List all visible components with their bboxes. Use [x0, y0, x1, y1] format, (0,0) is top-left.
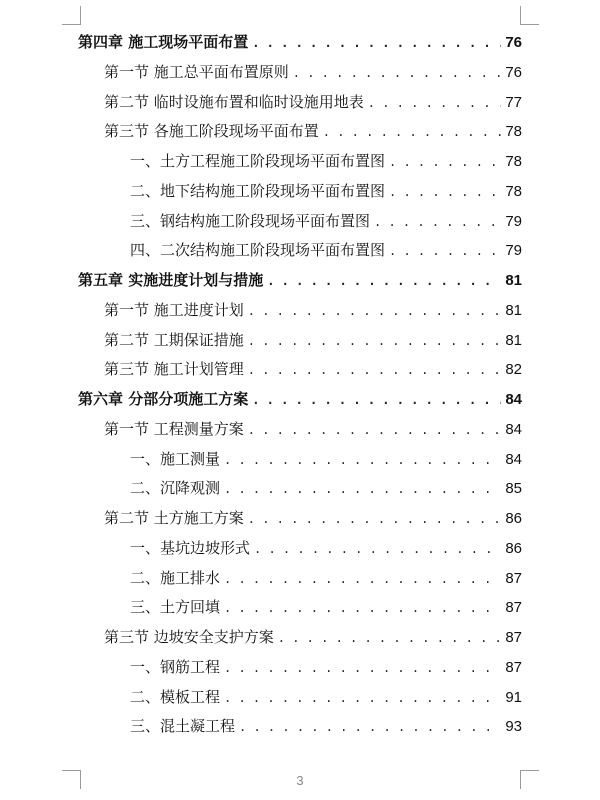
toc-dot-leader — [374, 208, 501, 238]
toc-dot-leader — [389, 148, 501, 178]
toc-entry-title: 第二节 土方施工方案 — [104, 509, 244, 527]
toc-section-entry[interactable] — [78, 117, 522, 147]
toc-dot-leader — [278, 624, 502, 654]
toc-entry-title: 第一节 施工进度计划 — [104, 300, 244, 319]
toc-dot-leader — [254, 535, 501, 565]
toc-entry-title: 三、钢结构施工阶段现场平面布置图 — [130, 211, 371, 230]
toc-entry-title: 一、基坑边坡形式 — [130, 538, 251, 557]
toc-entry-title: 二、施工排水 — [130, 568, 221, 587]
toc-subsection-entry[interactable] — [78, 474, 522, 504]
toc-entry-title: 第三节 各施工阶段现场平面布置 — [104, 122, 319, 141]
toc-section-entry[interactable] — [78, 88, 522, 118]
toc-entry-page-number: 76 — [505, 34, 522, 51]
toc-chapter-entry[interactable] — [78, 28, 522, 58]
toc-dot-leader — [389, 237, 501, 267]
toc-dot-leader — [248, 505, 502, 535]
toc-chapter-entry[interactable] — [78, 385, 522, 415]
crop-mark-top-right — [520, 6, 539, 25]
toc-dot-leader — [224, 446, 501, 476]
toc-subsection-entry[interactable] — [78, 712, 522, 742]
toc-entry-title: 二、模板工程 — [130, 687, 221, 706]
toc-section-entry[interactable] — [78, 296, 522, 326]
toc-entry-page-number: 76 — [505, 63, 522, 81]
toc-entry-page-number: 84 — [505, 391, 522, 408]
toc-entry-title: 第五章 实施进度计划与措施 — [78, 271, 264, 289]
toc-dot-leader — [248, 327, 502, 357]
toc-dot-leader — [368, 89, 502, 119]
toc-dot-leader — [248, 416, 502, 446]
toc-subsection-entry[interactable] — [78, 564, 522, 594]
toc-subsection-entry[interactable] — [78, 534, 522, 564]
toc-entry-page-number: 81 — [505, 301, 522, 319]
toc-section-entry[interactable] — [78, 326, 522, 356]
toc-entry-page-number: 84 — [505, 450, 522, 468]
toc-entry-title: 第一节 工程测量方案 — [104, 419, 244, 438]
toc-subsection-entry[interactable] — [78, 207, 522, 237]
toc-subsection-entry[interactable] — [78, 683, 522, 713]
toc-entry-page-number: 77 — [505, 93, 522, 111]
toc-entry-page-number: 86 — [505, 539, 522, 557]
toc-subsection-entry[interactable] — [78, 147, 522, 177]
toc-section-entry[interactable] — [78, 355, 522, 385]
toc-entry-page-number: 79 — [505, 242, 522, 260]
toc-entry-title: 一、土方工程施工阶段现场平面布置图 — [130, 152, 386, 170]
toc-entry-title: 二、地下结构施工阶段现场平面布置图 — [130, 181, 386, 200]
toc-dot-leader — [267, 267, 501, 297]
toc-dot-leader — [224, 594, 501, 624]
toc-entry-page-number: 82 — [505, 361, 522, 379]
toc-dot-leader — [224, 475, 501, 505]
toc-entry-title: 二、沉降观测 — [130, 479, 221, 498]
toc-entry-page-number: 84 — [505, 420, 522, 438]
toc-entry-title: 第二节 临时设施布置和临时设施用地表 — [104, 92, 364, 111]
toc-dot-leader — [224, 565, 501, 595]
toc-entry-page-number: 81 — [505, 331, 522, 349]
toc-entry-title: 三、混土凝工程 — [130, 717, 236, 736]
toc-dot-leader — [239, 713, 501, 743]
toc-entry-title: 一、钢筋工程 — [130, 657, 221, 676]
toc-subsection-entry[interactable] — [78, 177, 522, 207]
toc-entry-title: 一、施工测量 — [130, 449, 221, 468]
toc-dot-leader — [252, 29, 501, 59]
toc-entry-page-number: 79 — [505, 212, 522, 230]
toc-section-entry[interactable] — [78, 58, 522, 88]
toc-entry-page-number: 78 — [505, 123, 522, 141]
toc-entry-title: 第一节 施工总平面布置原则 — [104, 62, 289, 81]
toc-subsection-entry[interactable] — [78, 236, 522, 266]
toc-entry-title: 三、土方回填 — [130, 598, 221, 617]
toc-dot-leader — [293, 59, 502, 89]
toc-entry-page-number: 87 — [505, 629, 522, 646]
toc-entry-title: 四、二次结构施工阶段现场平面布置图 — [130, 241, 386, 260]
toc-section-entry[interactable] — [78, 623, 522, 653]
table-of-contents — [78, 28, 522, 742]
toc-section-entry[interactable] — [78, 504, 522, 534]
toc-entry-page-number: 85 — [505, 480, 522, 498]
toc-entry-title: 第六章 分部分项施工方案 — [78, 390, 249, 408]
toc-entry-title: 第三节 施工计划管理 — [104, 360, 244, 379]
toc-entry-page-number: 91 — [505, 688, 522, 706]
toc-subsection-entry[interactable] — [78, 445, 522, 475]
toc-dot-leader — [252, 386, 501, 416]
toc-entry-page-number: 86 — [505, 510, 522, 527]
toc-entry-page-number: 87 — [505, 569, 522, 587]
toc-entry-page-number: 78 — [505, 182, 522, 200]
toc-entry-page-number: 78 — [505, 153, 522, 170]
page-number: 3 — [296, 773, 304, 788]
toc-dot-leader — [224, 684, 501, 714]
toc-dot-leader — [323, 118, 502, 148]
toc-entry-title: 第二节 工期保证措施 — [104, 330, 244, 349]
toc-entry-page-number: 81 — [505, 272, 522, 289]
toc-chapter-entry[interactable] — [78, 266, 522, 296]
toc-dot-leader — [224, 654, 501, 684]
toc-section-entry[interactable] — [78, 415, 522, 445]
toc-entry-title: 第三节 边坡安全支护方案 — [104, 628, 274, 646]
toc-dot-leader — [389, 178, 501, 208]
crop-mark-top-left — [62, 6, 81, 25]
toc-entry-page-number: 87 — [505, 658, 522, 676]
toc-entry-title: 第四章 施工现场平面布置 — [78, 33, 249, 51]
toc-entry-page-number: 87 — [505, 599, 522, 617]
toc-subsection-entry[interactable] — [78, 593, 522, 623]
toc-subsection-entry[interactable] — [78, 653, 522, 683]
toc-dot-leader — [248, 356, 502, 386]
toc-entry-page-number: 93 — [505, 718, 522, 736]
toc-dot-leader — [248, 297, 502, 327]
